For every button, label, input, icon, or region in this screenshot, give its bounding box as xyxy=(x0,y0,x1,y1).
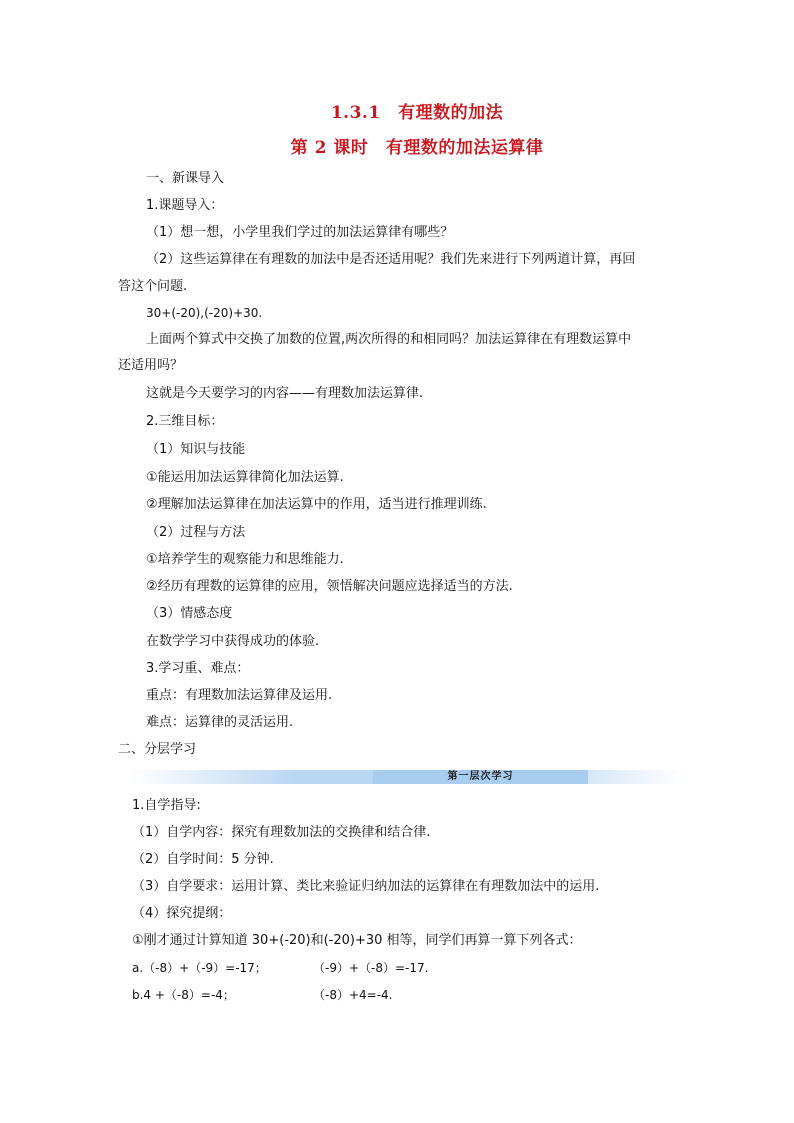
lesson-title: 1.3.1 有理数的加法 xyxy=(330,103,504,123)
text-line: 难点：运算律的灵活运用. xyxy=(146,715,294,730)
text-line: （2）自学时间：5 分钟. xyxy=(132,852,274,867)
section-heading-layered: 二、分层学习 xyxy=(118,742,197,757)
text-line: ①培养学生的观察能力和思维能力. xyxy=(146,552,344,567)
text-line: （2）过程与方法 xyxy=(146,525,246,540)
text-line: 还适用吗？ xyxy=(118,358,184,373)
text-line: （1）知识与技能 xyxy=(146,442,246,457)
math-expression: （-9）+（-8）=-17. xyxy=(313,961,429,975)
text-line: （1）想一想，小学里我们学过的加法运算律有哪些？ xyxy=(146,225,454,240)
text-line: ①能运用加法运算律简化加法运算. xyxy=(146,470,344,485)
text-line: 1.自学指导: xyxy=(132,798,201,813)
text-line: 重点：有理数加法运算律及运用. xyxy=(146,688,333,703)
text-line: 1.课题导入： xyxy=(146,198,224,213)
text-line: 这就是今天要学习的内容——有理数加法运算律. xyxy=(146,386,424,401)
math-expression: （-8）+4=-4. xyxy=(313,988,393,1002)
level-banner xyxy=(130,770,685,784)
text-line: 3.学习重、难点： xyxy=(146,661,250,676)
text-line: ②理解加法运算律在加法运算中的作用，适当进行推理训练. xyxy=(146,497,487,512)
text-line: （3）自学要求：运用计算、类比来验证归纳加法的运算律在有理数加法中的运用. xyxy=(132,879,600,894)
text-line: ①刚才通过计算知道 30+(-20)和(-20)+30 相等，同学们再算一算下列各式： xyxy=(132,933,582,948)
math-expression: 30+(-20),(-20)+30. xyxy=(146,306,263,320)
text-line: ②经历有理数的运算律的应用，领悟解决问题应选择适当的方法. xyxy=(146,579,513,594)
text-line: （2）这些运算律在有理数的加法中是否还适用呢？我们先来进行下列两道计算，再回 xyxy=(146,252,636,267)
text-line: （4）探究提纲： xyxy=(132,906,232,921)
math-expression: a.（-8）+（-9）=-17； xyxy=(132,961,267,975)
text-line: 2.三维目标： xyxy=(146,414,224,429)
section-heading-intro: 一、新课导入 xyxy=(146,171,225,186)
level-banner-label: 第一层次学习 xyxy=(373,770,588,784)
math-expression: b.4 +（-8）=-4； xyxy=(132,988,235,1002)
lesson-subtitle: 第 2 课时 有理数的加法运算律 xyxy=(290,138,544,158)
text-line: 在数学学习中获得成功的体验. xyxy=(146,634,320,649)
text-line: （3）情感态度 xyxy=(146,606,233,621)
text-line: 答这个问题. xyxy=(118,279,188,294)
text-line: 上面两个算式中交换了加数的位置,两次所得的和相同吗？加法运算律在有理数运算中 xyxy=(146,332,632,347)
text-line: （1）自学内容：探究有理数加法的交换律和结合律. xyxy=(132,825,431,840)
